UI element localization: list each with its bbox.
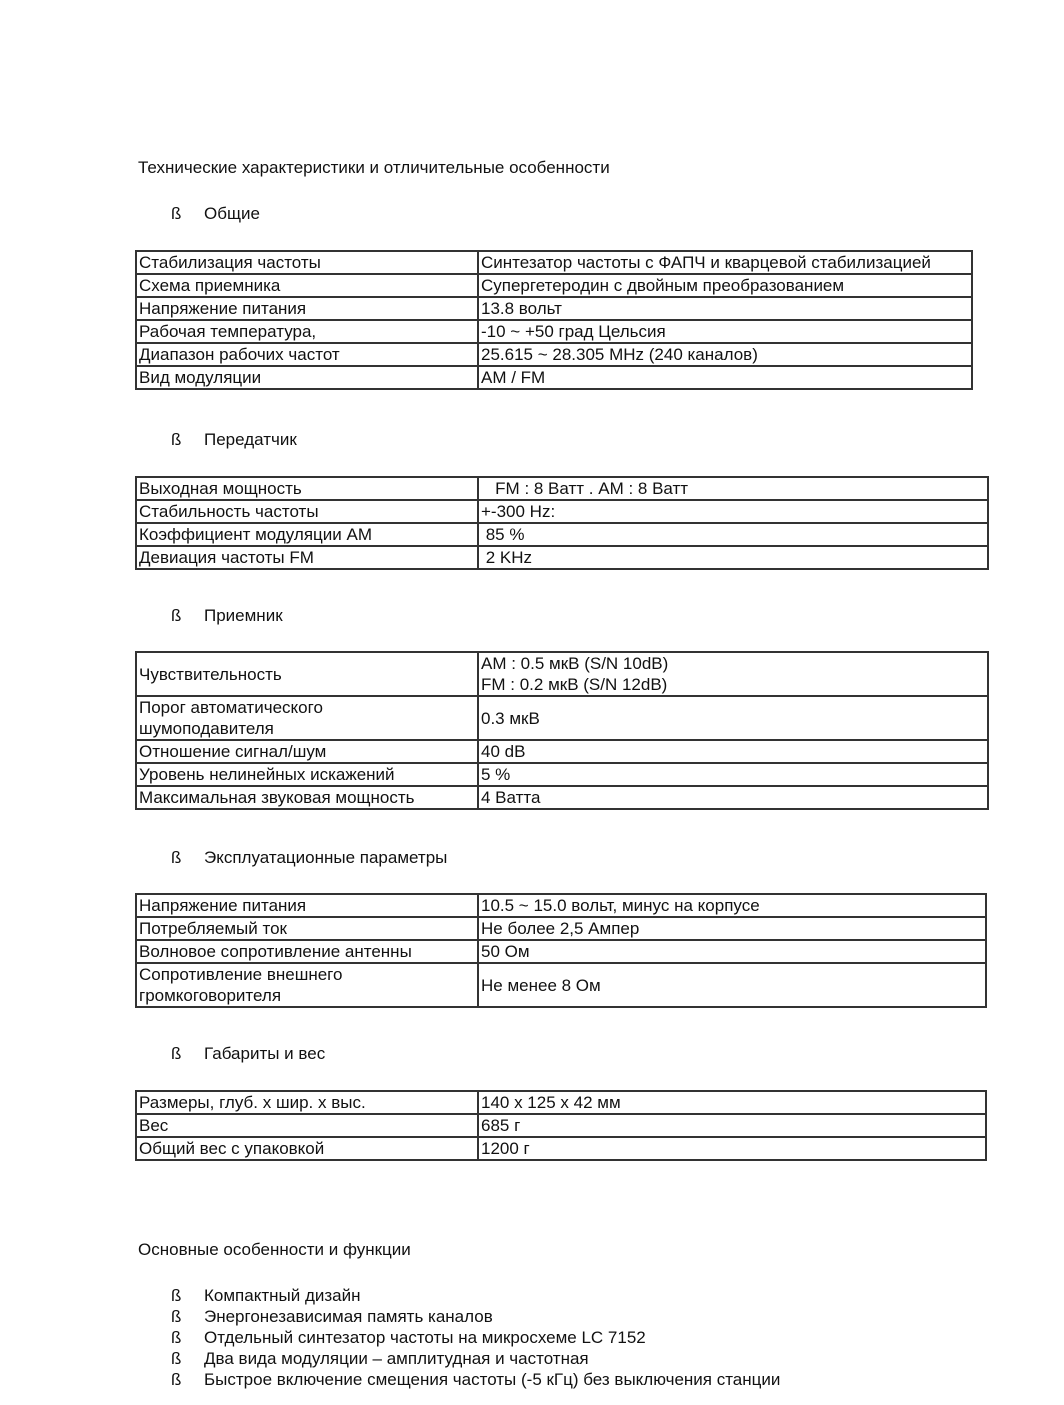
section-heading-general (171, 203, 260, 225)
table-row (136, 297, 972, 320)
param-value: 140 x 125 x 42 мм (478, 1091, 986, 1114)
table-row (136, 523, 988, 546)
param-value: FM : 8 Ватт . AM : 8 Ватт (478, 477, 988, 500)
param-value: +-300 Hz: (478, 500, 988, 523)
bullet-icon: ß (171, 1286, 182, 1305)
section-heading-receiver (171, 605, 283, 627)
spec-table-operating (135, 893, 987, 1008)
param-name: Стабилизация частоты (136, 251, 478, 274)
param-name: Волновое сопротивление антенны (136, 940, 478, 963)
bullet-icon: ß (171, 606, 182, 625)
section-heading-transmitter (171, 429, 297, 451)
param-name: Напряжение питания (136, 297, 478, 320)
spec-table-general (135, 250, 973, 390)
table-row (136, 696, 988, 740)
bullet-icon: ß (171, 1044, 182, 1063)
list-item (171, 1369, 780, 1390)
param-value: 1200 г (478, 1137, 986, 1160)
feature-list (171, 1285, 780, 1390)
param-value: Не менее 8 Ом (478, 963, 986, 1007)
param-name: Чувствительность (136, 652, 478, 696)
param-value: 5 % (478, 763, 988, 786)
feature-text: Компактный дизайн (204, 1286, 361, 1305)
param-name: Выходная мощность (136, 477, 478, 500)
spec-table-dimensions (135, 1090, 987, 1161)
param-name: Отношение сигнал/шум (136, 740, 478, 763)
param-value: Супергетеродин с двойным преобразованием (478, 274, 972, 297)
param-value: AM / FM (478, 366, 972, 389)
table-row (136, 251, 972, 274)
table-row (136, 366, 972, 389)
param-name: Размеры, глуб. x шир. x выс. (136, 1091, 478, 1114)
table-row (136, 546, 988, 569)
param-name: Рабочая температура, (136, 320, 478, 343)
list-item (171, 1327, 780, 1348)
section-heading-label: Приемник (204, 606, 283, 625)
param-name: Сопротивление внешнего громкоговорителя (136, 963, 478, 1007)
table-row (136, 963, 986, 1007)
table-row (136, 500, 988, 523)
section-heading-label: Передатчик (204, 430, 297, 449)
bullet-icon: ß (171, 1370, 182, 1389)
table-row (136, 477, 988, 500)
param-name: Схема приемника (136, 274, 478, 297)
param-name: Напряжение питания (136, 894, 478, 917)
list-item (171, 1285, 780, 1306)
table-row (136, 786, 988, 809)
list-item (171, 1348, 780, 1369)
table-row (136, 940, 986, 963)
param-name: Коэффициент модуляции AM (136, 523, 478, 546)
table-row (136, 763, 988, 786)
section-heading-operating (171, 847, 447, 869)
table-row (136, 1114, 986, 1137)
feature-text: Отдельный синтезатор частоты на микросхеме LC 7152 (204, 1328, 646, 1347)
param-name: Максимальная звуковая мощность (136, 786, 478, 809)
table-row (136, 343, 972, 366)
table-row (136, 894, 986, 917)
page-title: Технические характеристики и отличительные особенности (138, 158, 610, 177)
table-row (136, 274, 972, 297)
table-row (136, 1137, 986, 1160)
bullet-icon: ß (171, 430, 182, 449)
param-value: AM : 0.5 мкВ (S/N 10dB) FM : 0.2 мкВ (S/N 12dB) (478, 652, 988, 696)
param-name: Потребляемый ток (136, 917, 478, 940)
param-value: 2 KHz (478, 546, 988, 569)
param-name: Стабильность частоты (136, 500, 478, 523)
param-name: Девиация частоты FM (136, 546, 478, 569)
param-value: Синтезатор частоты с ФАПЧ и кварцевой стабилизацией (478, 251, 972, 274)
param-name: Общий вес с упаковкой (136, 1137, 478, 1160)
bullet-icon: ß (171, 1307, 182, 1326)
bullet-icon: ß (171, 848, 182, 867)
table-row (136, 652, 988, 696)
bullet-icon: ß (171, 204, 182, 223)
param-value: 13.8 вольт (478, 297, 972, 320)
features-title: Основные особенности и функции (138, 1240, 411, 1259)
feature-text: Быстрое включение смещения частоты (-5 кГц) без выключения станции (204, 1370, 781, 1389)
feature-text: Энергонезависимая память каналов (204, 1307, 493, 1326)
spec-table-transmitter (135, 476, 989, 570)
param-name: Диапазон рабочих частот (136, 343, 478, 366)
bullet-icon: ß (171, 1349, 182, 1368)
section-heading-label: Габариты и вес (204, 1044, 326, 1063)
param-name: Вид модуляции (136, 366, 478, 389)
param-value: 4 Ватта (478, 786, 988, 809)
param-value: Не более 2,5 Ампер (478, 917, 986, 940)
section-heading-label: Эксплуатационные параметры (204, 848, 448, 867)
param-value: 685 г (478, 1114, 986, 1137)
param-value: 0.3 мкВ (478, 696, 988, 740)
spec-table-receiver (135, 651, 989, 810)
param-value: 85 % (478, 523, 988, 546)
param-value: 50 Ом (478, 940, 986, 963)
param-value: 40 dB (478, 740, 988, 763)
param-value: 10.5 ~ 15.0 вольт, минус на корпусе (478, 894, 986, 917)
param-value: -10 ~ +50 град Цельсия (478, 320, 972, 343)
bullet-icon: ß (171, 1328, 182, 1347)
table-row (136, 1091, 986, 1114)
list-item (171, 1306, 780, 1327)
section-heading-label: Общие (204, 204, 260, 223)
table-row (136, 740, 988, 763)
table-row (136, 320, 972, 343)
feature-text: Два вида модуляции – амплитудная и частотная (204, 1349, 589, 1368)
param-value: 25.615 ~ 28.305 MHz (240 каналов) (478, 343, 972, 366)
param-name: Уровень нелинейных искажений (136, 763, 478, 786)
table-row (136, 917, 986, 940)
section-heading-dimensions (171, 1043, 325, 1065)
param-name: Порог автоматического шумоподавителя (136, 696, 478, 740)
param-name: Вес (136, 1114, 478, 1137)
